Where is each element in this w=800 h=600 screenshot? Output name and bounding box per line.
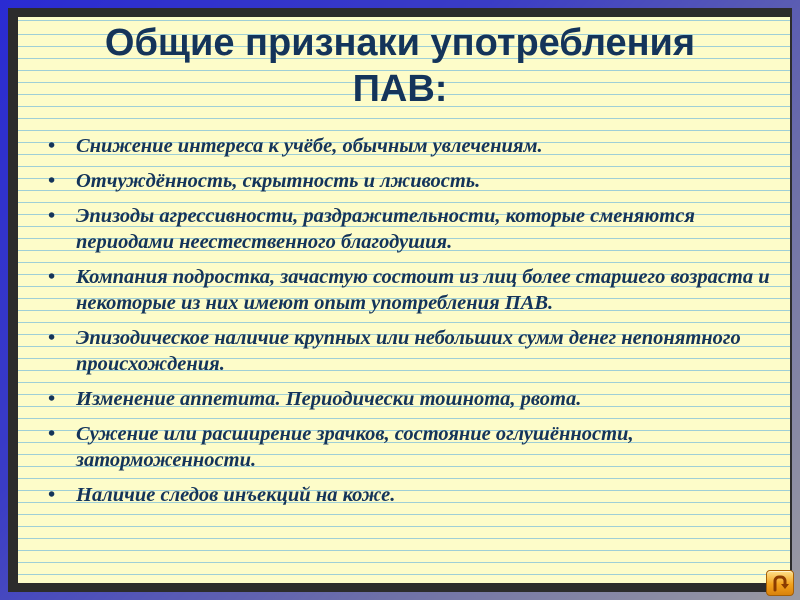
list-item [46, 482, 781, 508]
bullet-icon: • [48, 327, 56, 349]
list-item-text: Отчуждённость, скрытность и лживость. [76, 170, 481, 192]
bullet-icon: • [48, 484, 56, 506]
slide-title [0, 20, 800, 112]
list-item [46, 168, 781, 194]
list-item [46, 133, 781, 159]
bullet-icon: • [48, 266, 56, 288]
list-item-text: Сужение или расширение зрачков, состояние оглушённости, заторможенности. [76, 423, 634, 471]
list-item-text: Наличие следов инъекций на коже. [76, 484, 396, 506]
list-item [46, 325, 781, 377]
return-arrow-icon [770, 573, 790, 593]
bullet-icon: • [48, 135, 56, 157]
list-item-text: Эпизодическое наличие крупных или небольших сумм денег непонятного происхождения. [76, 327, 741, 375]
bullet-icon: • [48, 170, 56, 192]
list-item-text: Эпизоды агрессивности, раздражительности, которые сменяются периодами неестественного благодушия. [76, 205, 695, 253]
bullet-icon: • [48, 205, 56, 227]
title-line-2: ПАВ: [352, 68, 448, 110]
list-item-text: Изменение аппетита. Периодически тошнота, рвота. [76, 388, 582, 410]
bullet-icon: • [48, 423, 56, 445]
list-item-text: Снижение интереса к учёбе, обычным увлечениям. [76, 135, 543, 157]
signs-list [46, 133, 781, 517]
return-button[interactable] [766, 570, 794, 596]
bullet-icon: • [48, 388, 56, 410]
list-item [46, 203, 781, 255]
list-item [46, 386, 781, 412]
list-item-text: Компания подростка, зачастую состоит из лиц более старшего возраста и некоторые из них имеют опыт употребления ПАВ. [76, 266, 770, 314]
title-line-1: Общие признаки употребления [104, 22, 696, 64]
list-item [46, 421, 781, 473]
list-item [46, 264, 781, 316]
